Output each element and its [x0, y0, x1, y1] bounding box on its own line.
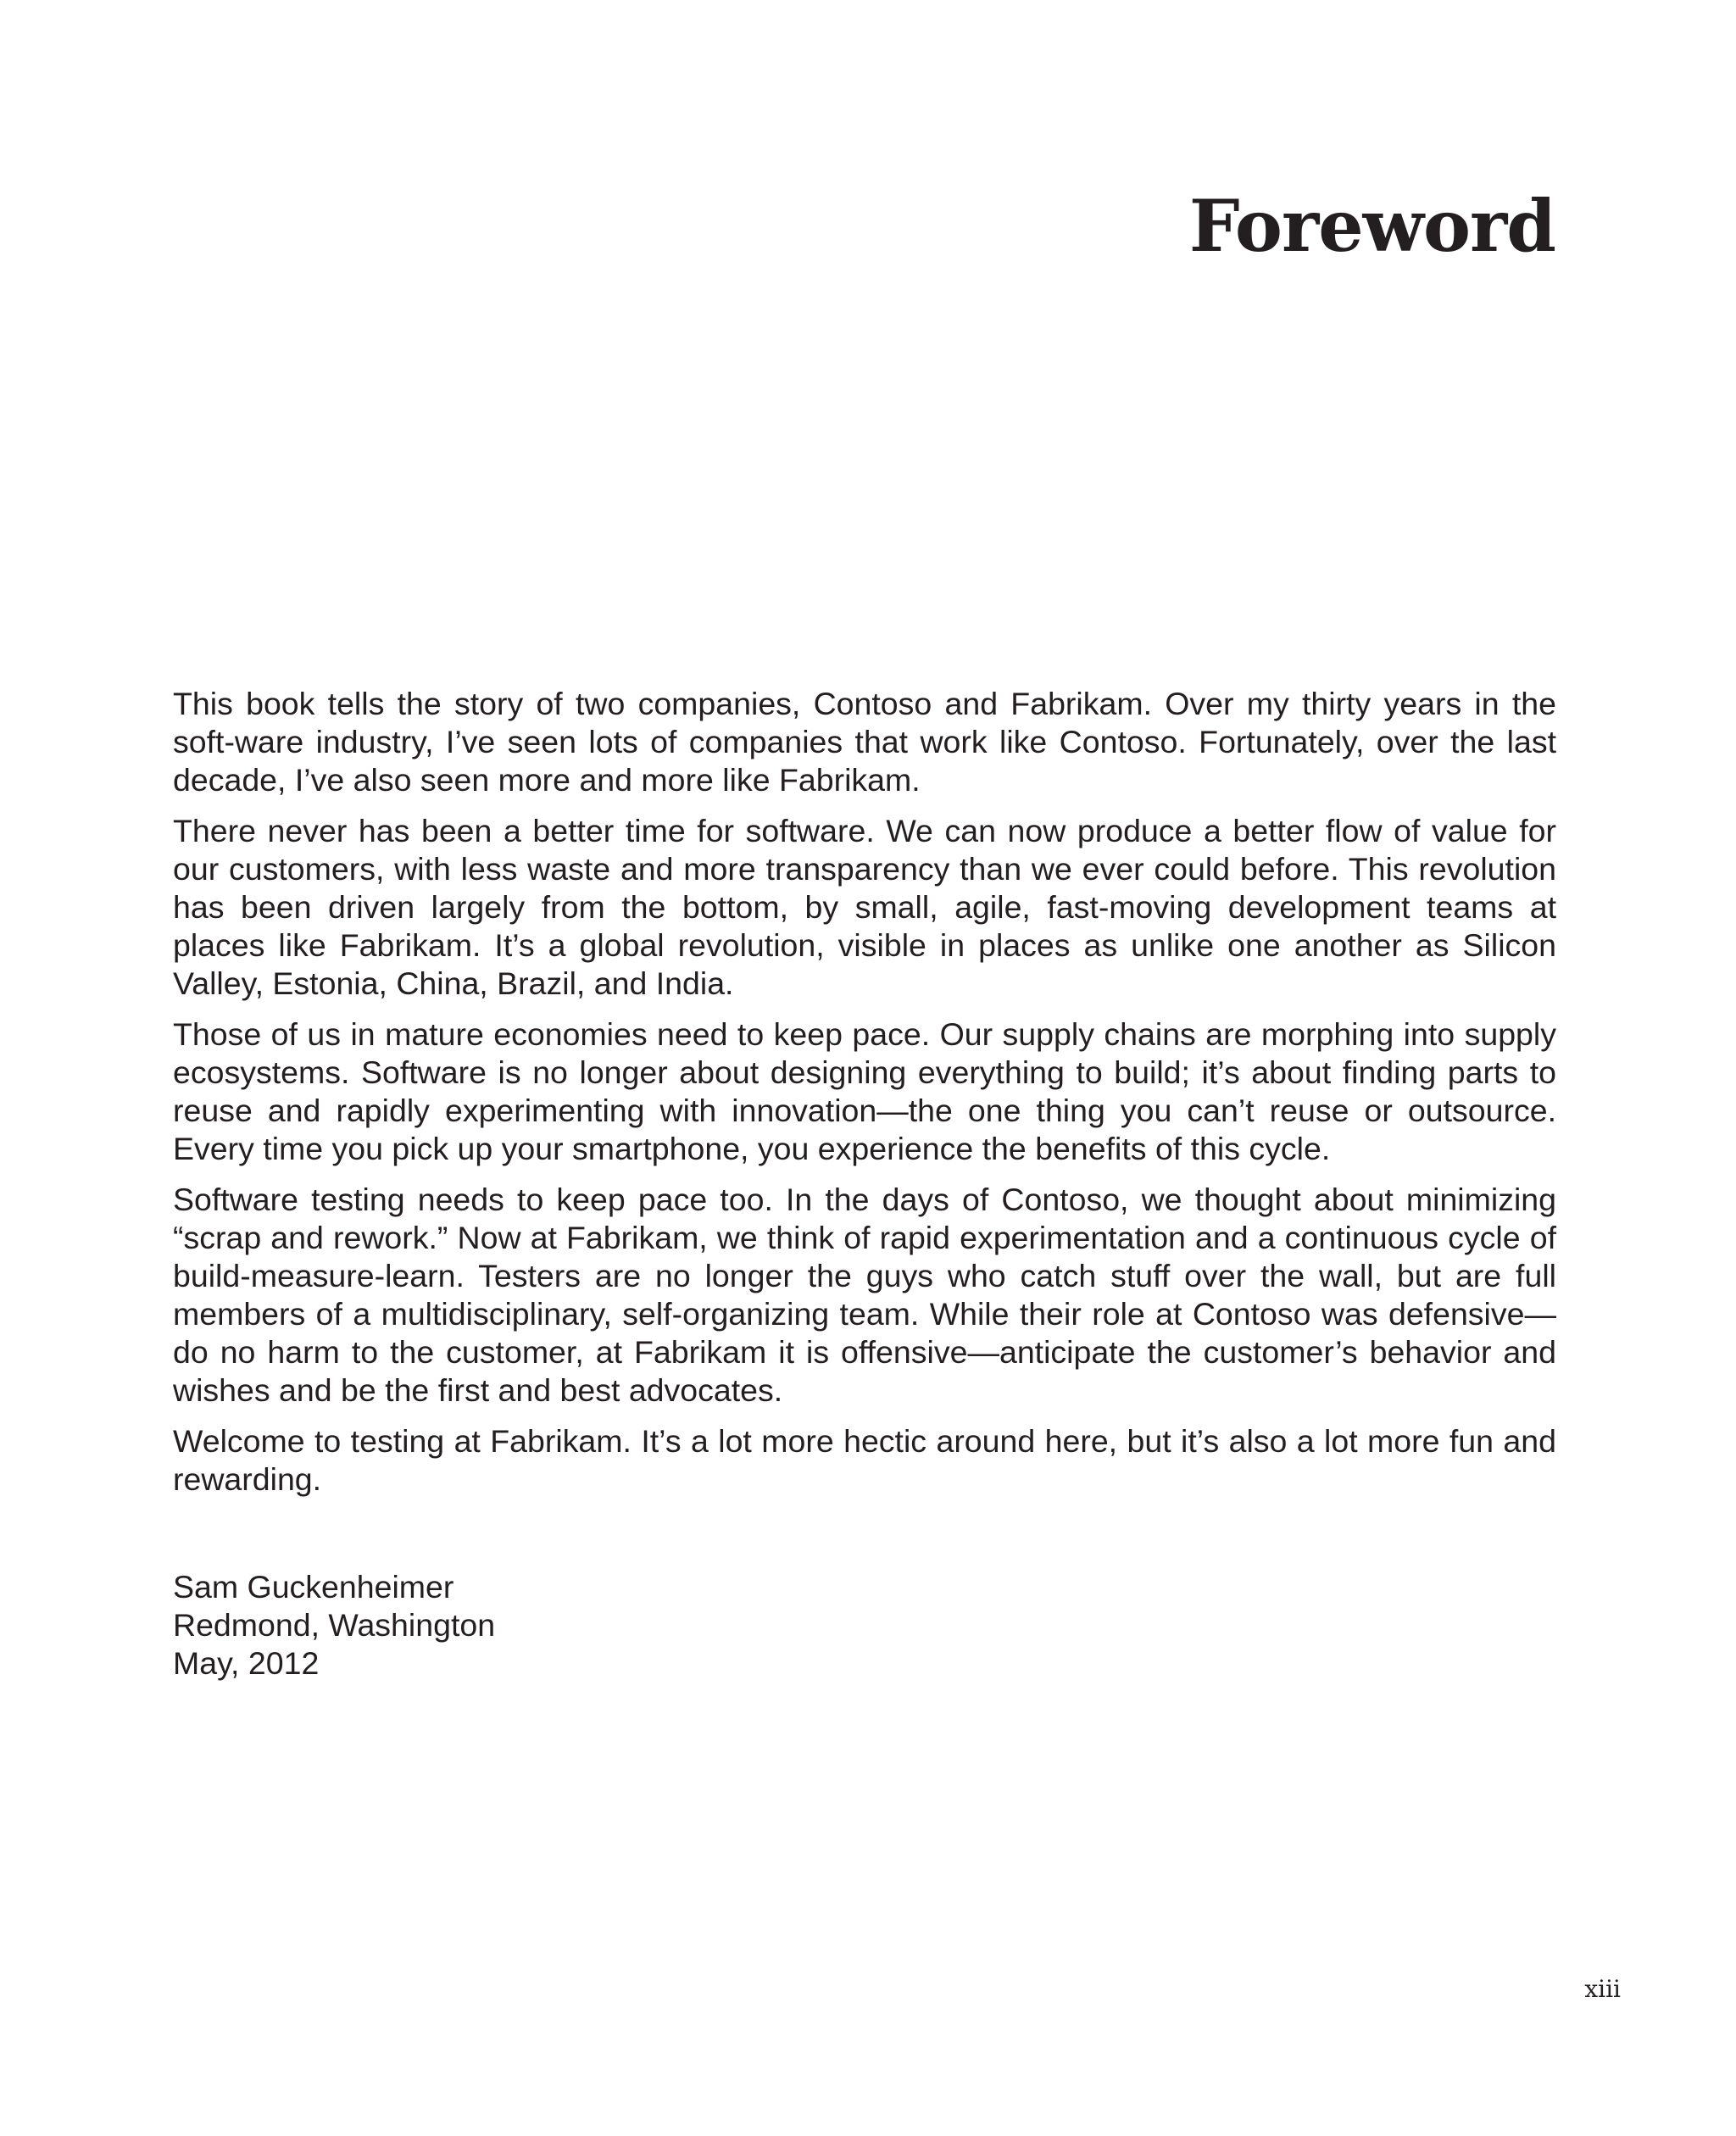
- paragraph-4: Software testing needs to keep pace too. In the days of Contoso, we thought about minimizing “scrap and rework.” Now at Fabrikam, we think of rapid experimentation and a continuous cycle of build-measure-learn. Testers are no longer the guys who catch stuff over the wall, but are full members of a multidisciplinary, self-organizing team. While their role at Contoso was defensive—do no harm to the customer, at Fabrikam it is offensive—anticipate the customer’s behavior and wishes and be the first and best advocates.: [173, 1182, 1556, 1408]
- page-number: xiii: [1584, 1975, 1621, 2003]
- author-location: Redmond, Washington: [173, 1607, 496, 1643]
- foreword-body: [173, 685, 1556, 1511]
- chapter-title: Foreword: [1188, 184, 1555, 268]
- signature-block: [173, 1568, 495, 1683]
- paragraph-5: Welcome to testing at Fabrikam. It’s a lot more hectic around here, but it’s also a lot more fun and rewarding.: [173, 1423, 1556, 1497]
- paragraph-2: There never has been a better time for software. We can now produce a better flow of value for our customers, with less waste and more transparency than we ever could before. This revolution has been driven largely from the bottom, by small, agile, fast-moving development teams at places like Fabrikam. It’s a global revolution, visible in places as unlike one another as Silicon Valley, Estonia, China, Brazil, and India.: [173, 813, 1556, 1001]
- author-name: Sam Guckenheimer: [173, 1569, 454, 1605]
- signature-date: May, 2012: [173, 1645, 320, 1681]
- paragraph-3: Those of us in mature economies need to keep pace. Our supply chains are morphing into supply ecosystems. Software is no longer about designing everything to build; it’s about finding parts to reuse and rapidly experimenting with innovation—the one thing you can’t reuse or outsource. Every time you pick up your smartphone, you experience the benefits of this cycle.: [173, 1016, 1556, 1166]
- paragraph-1: This book tells the story of two companies, Contoso and Fabrikam. Over my thirty years in the soft-ware industry, I’ve seen lots of companies that work like Contoso. Fortunately, over the last decade, I’ve also seen more and more like Fabrikam.: [173, 686, 1556, 798]
